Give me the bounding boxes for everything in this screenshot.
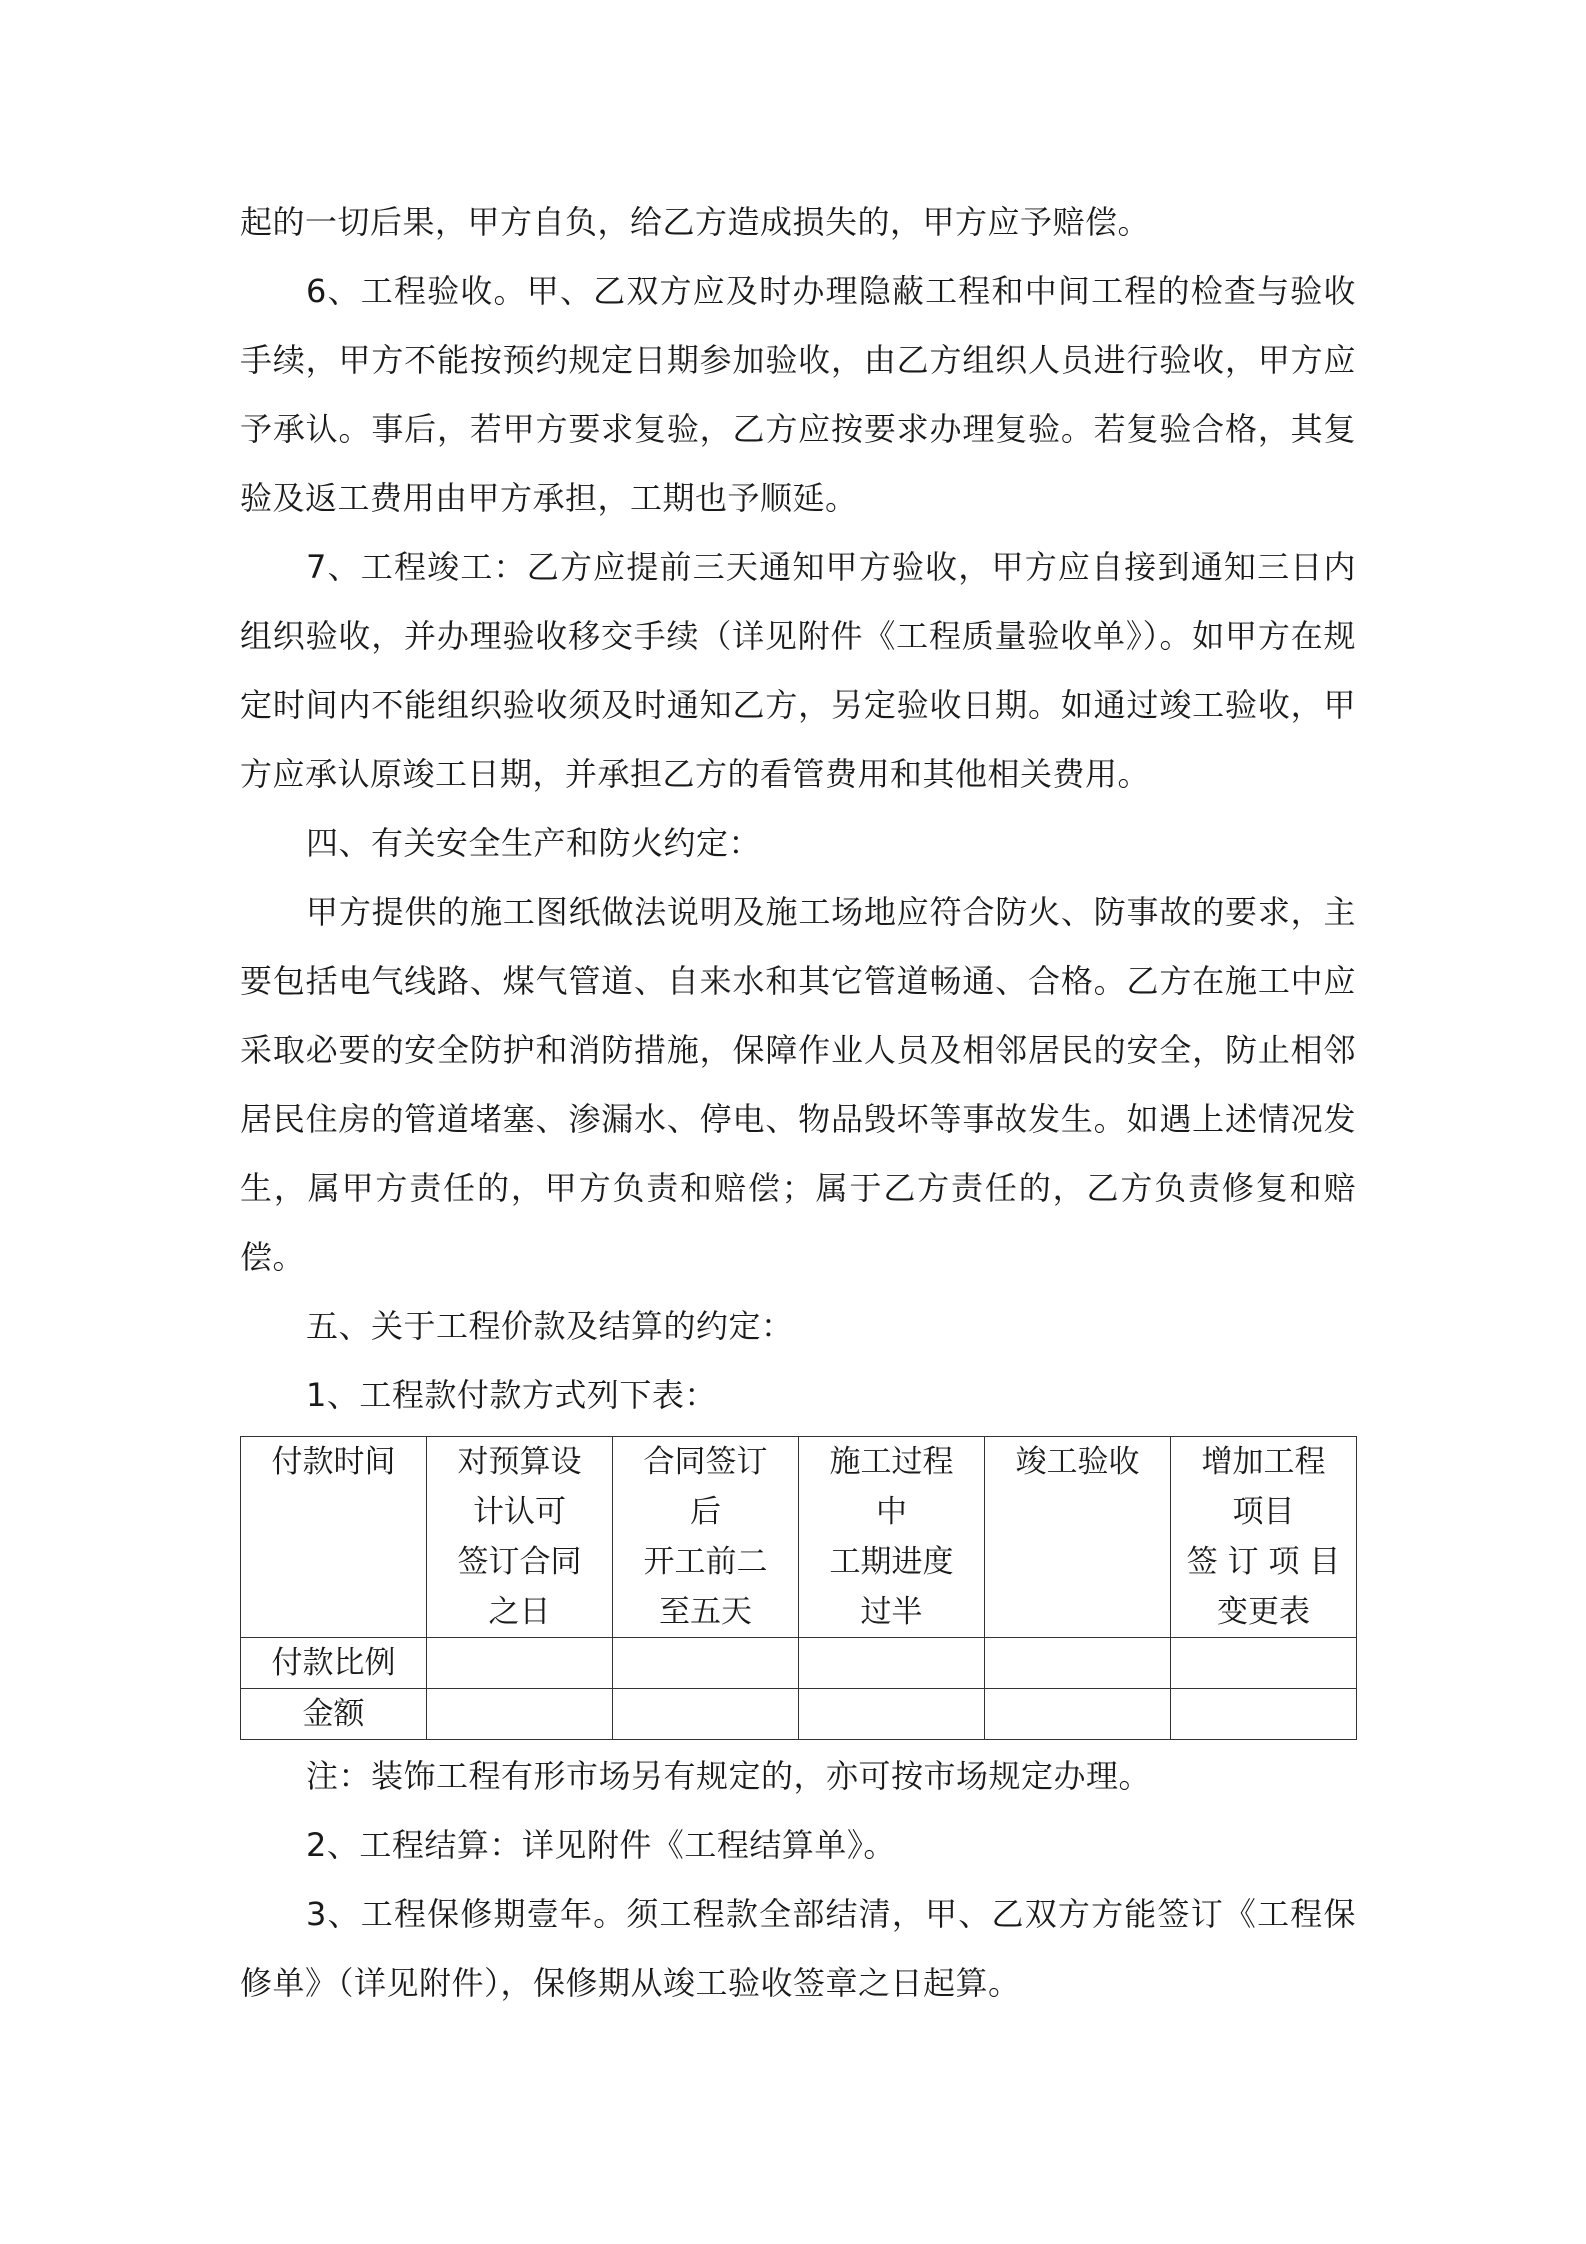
table-header-cell: 对预算设 计认可 签订合同 之日 (427, 1437, 613, 1638)
table-cell[interactable] (427, 1638, 613, 1689)
paragraph-note: 注：装饰工程有形市场另有规定的，亦可按市场规定办理。 (306, 1757, 1152, 1795)
table-row (241, 1689, 1357, 1740)
section-heading-safety: 四、有关安全生产和防火约定： (306, 824, 762, 862)
table-cell[interactable] (427, 1689, 613, 1740)
document-page (240, 188, 1356, 2018)
table-cell[interactable] (985, 1689, 1171, 1740)
table-header-cell: 付款时间 (241, 1437, 427, 1638)
table-cell[interactable] (799, 1638, 985, 1689)
table-row (241, 1638, 1357, 1689)
table-row (241, 1437, 1357, 1638)
paragraph-continuation: 起的一切后果，甲方自负，给乙方造成损失的，甲方应予赔偿。 (240, 203, 1151, 241)
paragraph-settlement: 2、工程结算：详见附件《工程结算单》。 (306, 1826, 896, 1864)
table-cell[interactable] (1171, 1638, 1357, 1689)
table-row-label: 金额 (241, 1689, 427, 1740)
table-header-cell: 合同签订 后 开工前二 至五天 (613, 1437, 799, 1638)
paragraph-payment-method: 1、工程款付款方式列下表： (306, 1376, 717, 1414)
paragraph-completion: 7、工程竣工：乙方应提前三天通知甲方验收，甲方应自接到通知三日内组织验收，并办理验收移交手续（详见附件《工程质量验收单》）。如甲方在规定时间内不能组织验收须及时通知乙方，另定验收日期。如通过竣工验收，甲方应承认原竣工日期，并承担乙方的看管费用和其他相关费用。 (240, 548, 1356, 793)
table-cell[interactable] (613, 1689, 799, 1740)
table-row-label: 付款比例 (241, 1638, 427, 1689)
payment-schedule-table (240, 1436, 1357, 1740)
table-cell[interactable] (1171, 1689, 1357, 1740)
table-cell[interactable] (799, 1689, 985, 1740)
paragraph-safety: 甲方提供的施工图纸做法说明及施工场地应符合防火、防事故的要求，主要包括电气线路、煤气管道、自来水和其它管道畅通、合格。乙方在施工中应采取必要的安全防护和消防措施，保障作业人员及相邻居民的安全，防止相邻居民住房的管道堵塞、渗漏水、停电、物品毁坏等事故发生。如遇上述情况发生，属甲方责任的，甲方负责和赔偿；属于乙方责任的，乙方负责修复和赔偿。 (240, 893, 1356, 1276)
paragraph-acceptance: 6、工程验收。甲、乙双方应及时办理隐蔽工程和中间工程的检查与验收手续，甲方不能按预约规定日期参加验收，由乙方组织人员进行验收，甲方应予承认。事后，若甲方要求复验，乙方应按要求办理复验。若复验合格，其复验及返工费用由甲方承担，工期也予顺延。 (240, 272, 1356, 517)
table-cell[interactable] (613, 1638, 799, 1689)
table-header-cell: 增加工程 项目 签 订 项 目 变更表 (1171, 1437, 1357, 1638)
paragraph-warranty: 3、工程保修期壹年。须工程款全部结清，甲、乙双方方能签订《工程保修单》（详见附件），保修期从竣工验收签章之日起算。 (240, 1895, 1356, 2002)
table-cell[interactable] (985, 1638, 1171, 1689)
table-header-cell: 施工过程 中 工期进度 过半 (799, 1437, 985, 1638)
section-heading-payment: 五、关于工程价款及结算的约定： (306, 1307, 794, 1345)
table-header-cell: 竣工验收 (985, 1437, 1171, 1638)
